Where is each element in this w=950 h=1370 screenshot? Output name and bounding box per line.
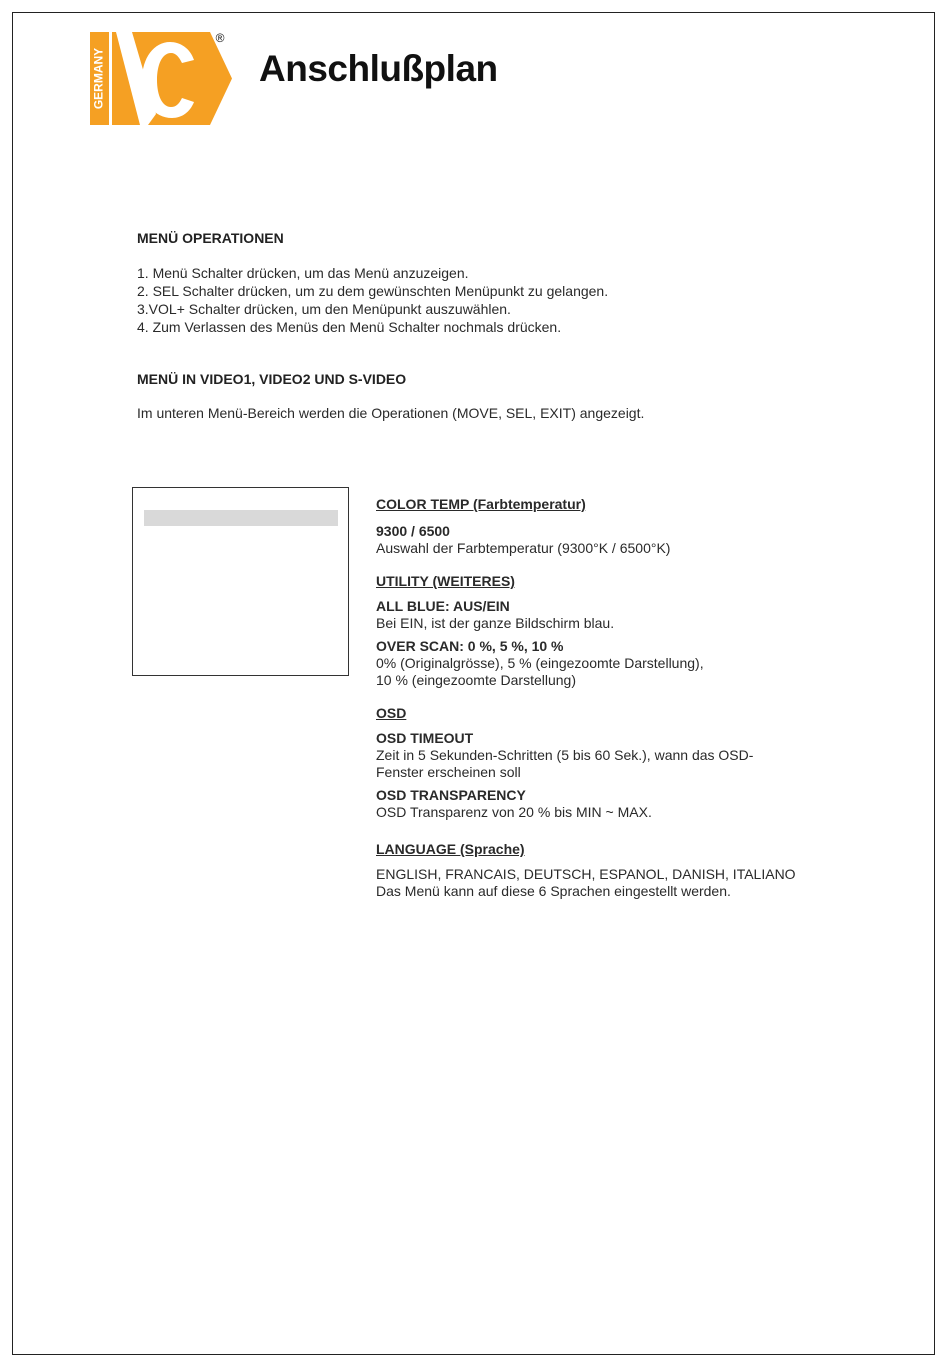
color-temp-section — [376, 496, 856, 557]
all-blue-desc: Bei EIN, ist der ganze Bildschirm blau. — [376, 615, 615, 631]
osd-timeout-label: OSD TIMEOUT — [376, 730, 474, 746]
color-temp-option: 9300 / 6500 — [376, 523, 450, 539]
osd-section — [376, 705, 856, 821]
menu-highlight-bar — [144, 510, 338, 526]
osd-transparency-desc: OSD Transparenz von 20 % bis MIN ~ MAX. — [376, 804, 652, 820]
logo-germany-text: GERMANY — [91, 47, 106, 110]
vc-logo — [90, 32, 232, 125]
registered-mark: ® — [215, 32, 225, 45]
step-item: 3.VOL+ Schalter drücken, um den Menüpunkt auszuwählen. — [137, 301, 511, 317]
over-scan-desc-1: 0% (Originalgrösse), 5 % (eingezoomte Darstellung), — [376, 655, 704, 671]
osd-timeout-desc-1: Zeit in 5 Sekunden-Schritten (5 bis 60 Sek.), wann das OSD- — [376, 747, 754, 763]
over-scan-desc-2: 10 % (eingezoomte Darstellung) — [376, 672, 576, 688]
menu-operations-steps — [137, 264, 608, 336]
osd-menu-illustration — [132, 487, 349, 676]
language-section — [376, 841, 856, 900]
color-temp-heading: COLOR TEMP (Farbtemperatur) — [376, 496, 586, 512]
utility-heading: UTILITY (WEITERES) — [376, 573, 515, 589]
color-temp-desc: Auswahl der Farbtemperatur (9300°K / 6500°K) — [376, 540, 671, 556]
step-item: 1. Menü Schalter drücken, um das Menü anzuzeigen. — [137, 265, 469, 281]
language-desc: Das Menü kann auf diese 6 Sprachen eingestellt werden. — [376, 883, 731, 899]
settings-column — [376, 496, 856, 906]
utility-section — [376, 573, 856, 689]
all-blue-label: ALL BLUE: AUS/EIN — [376, 598, 510, 614]
menu-operations-heading: MENÜ OPERATIONEN — [137, 230, 284, 246]
osd-transparency-label: OSD TRANSPARENCY — [376, 787, 526, 803]
language-options: ENGLISH, FRANCAIS, DEUTSCH, ESPANOL, DANISH, ITALIANO — [376, 866, 796, 882]
step-item: 4. Zum Verlassen des Menüs den Menü Schalter nochmals drücken. — [137, 319, 562, 335]
osd-heading: OSD — [376, 705, 407, 721]
osd-timeout-desc-2: Fenster erscheinen soll — [376, 764, 521, 780]
page-title: Anschlußplan — [259, 48, 498, 89]
menu-video-text: Im unteren Menü-Bereich werden die Operationen (MOVE, SEL, EXIT) angezeigt. — [137, 405, 645, 421]
menu-video-heading: MENÜ IN VIDEO1, VIDEO2 UND S-VIDEO — [137, 371, 407, 387]
over-scan-label: OVER SCAN: 0 %, 5 %, 10 % — [376, 638, 564, 654]
step-item: 2. SEL Schalter drücken, um zu dem gewünschten Menüpunkt zu gelangen. — [137, 283, 609, 299]
logo-arrow-shape — [202, 32, 232, 125]
language-heading: LANGUAGE (Sprache) — [376, 841, 525, 857]
